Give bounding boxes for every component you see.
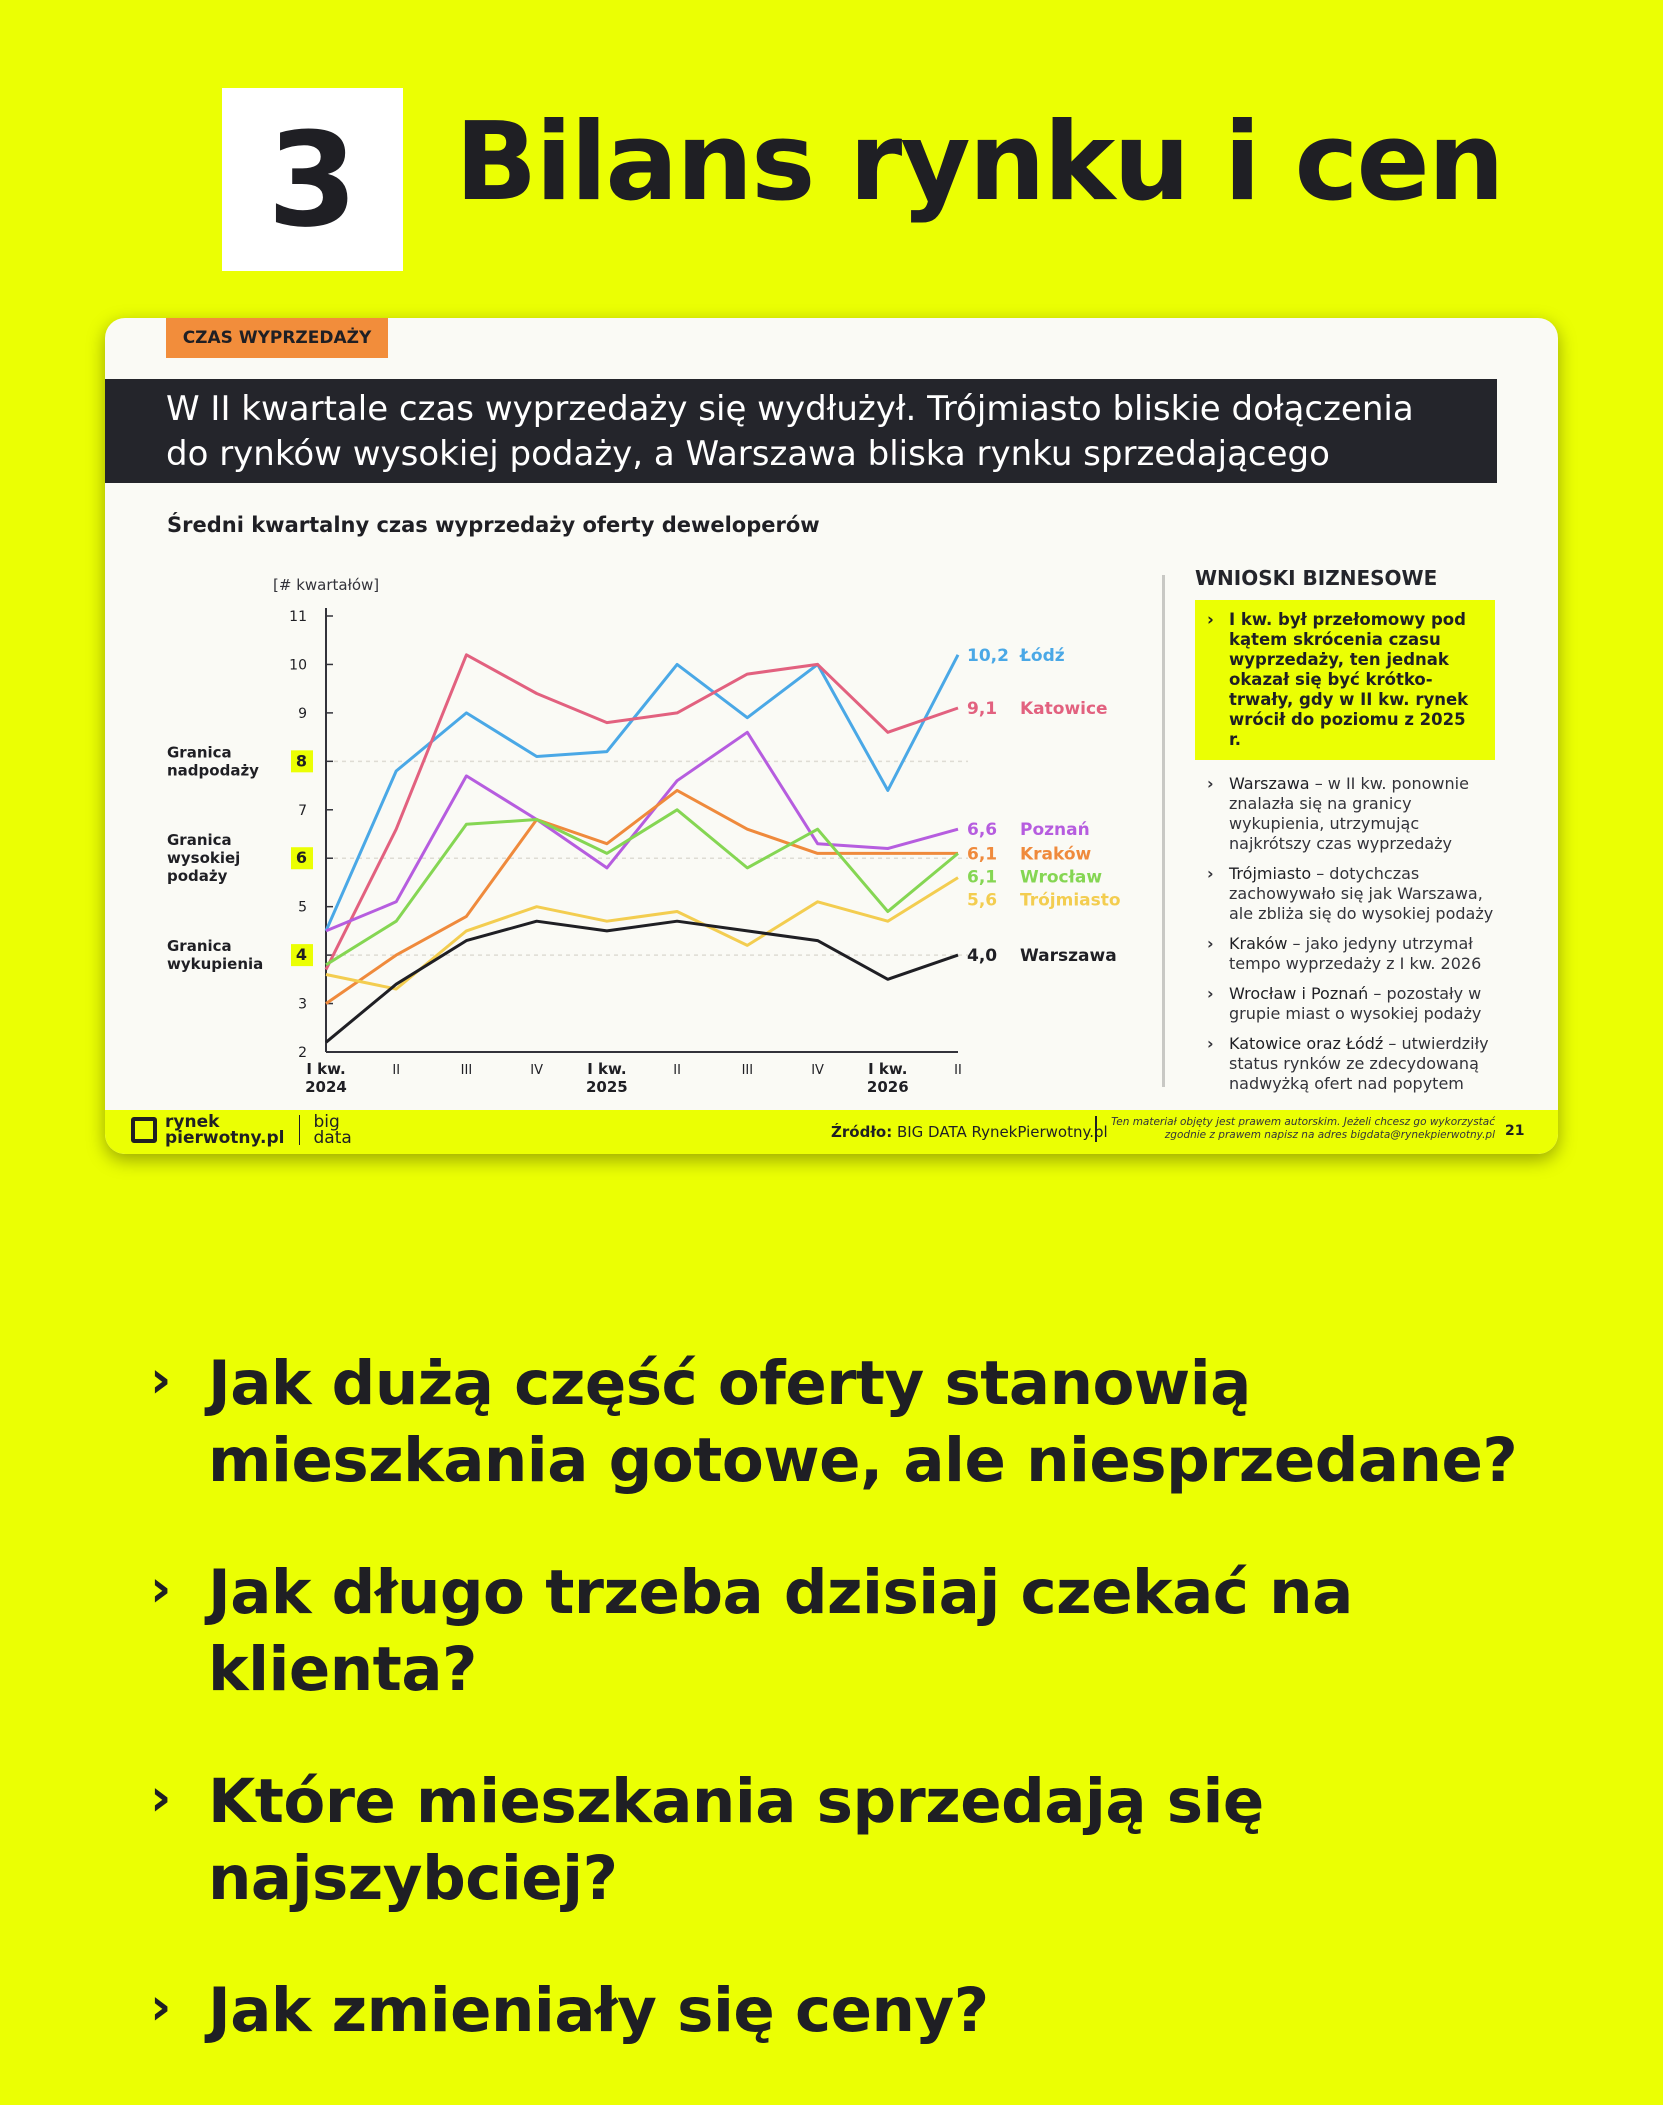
page-number: 21	[1505, 1123, 1525, 1139]
question-text: Jak dużą część oferty stanowią mieszkania gotowe, ale niesprzedane?	[208, 1348, 1518, 1496]
y-tick-label: 3	[298, 996, 307, 1013]
x-tick-label: I kw.	[587, 1060, 627, 1078]
headline-line-2: do rynków wysokiej podaży, a Warszawa bliska rynku sprzedającego	[166, 434, 1330, 474]
item-lead: Wrocław i Poznań	[1229, 984, 1369, 1003]
x-tick-label: 2025	[586, 1078, 628, 1096]
chevron-right-icon: ›	[1207, 934, 1214, 953]
x-tick-label: IV	[811, 1063, 824, 1078]
series-name: Wrocław	[1020, 867, 1103, 888]
series-line	[326, 655, 958, 970]
series-name: Poznań	[1020, 820, 1090, 841]
y-tick-label: 4	[295, 945, 307, 965]
logo-separator	[299, 1115, 300, 1145]
series-line	[326, 878, 958, 989]
highlight-text: I kw. był przełomowy pod kątem skrócenia czasu wyprzedaży, ten jednak okazał się być krótko-trwały, gdy w II kw. rynek wrócił do poziomu z 2025 r.	[1229, 610, 1469, 749]
x-tick-label: II	[392, 1063, 401, 1078]
list-item	[1195, 934, 1495, 974]
item-text: – utwierdziły status rynków ze zdecydowaną nadwyżką ofert nad popytem	[1229, 1034, 1489, 1093]
chevron-right-icon: ›	[1207, 1034, 1214, 1053]
list-item	[1195, 774, 1495, 854]
logo-line-2: pierwotny.pl	[165, 1128, 285, 1148]
source-note	[831, 1123, 1108, 1141]
threshold-label: Granica	[167, 743, 232, 762]
bigdata-line-2: data	[313, 1128, 352, 1148]
chevron-right-icon: ›	[150, 1350, 171, 1410]
x-tick-label: 2024	[305, 1078, 347, 1096]
threshold-label: wysokiej	[167, 849, 241, 868]
question-item	[150, 1763, 1550, 1917]
x-tick-label: I kw.	[868, 1060, 908, 1078]
series-end-value: 6,1	[967, 867, 998, 888]
item-text: – jako jedyny utrzymał tempo wyprzedaży z I kw. 2026	[1229, 934, 1482, 973]
list-item	[1195, 1034, 1495, 1094]
threshold-label: Granica	[167, 937, 232, 956]
question-item	[150, 1345, 1550, 1499]
series-end-value: 6,1	[967, 844, 998, 865]
questions-list	[150, 1345, 1550, 2104]
chevron-right-icon: ›	[1207, 610, 1214, 629]
chevron-right-icon: ›	[1207, 984, 1214, 1003]
rynekpierwotny-logo	[131, 1114, 352, 1146]
series-end-value: 9,1	[967, 699, 998, 720]
chevron-right-icon: ›	[1207, 864, 1214, 883]
series-line	[326, 921, 958, 1042]
source-text: BIG DATA RynekPierwotny.pl	[892, 1123, 1108, 1141]
item-lead: Katowice oraz Łódź	[1229, 1034, 1384, 1053]
question-text: Jak zmieniały się ceny?	[208, 1975, 989, 2046]
series-name: Katowice	[1020, 699, 1108, 720]
y-tick-label: 7	[298, 802, 307, 819]
question-text: Jak długo trzeba dzisiaj czekać na klienta?	[208, 1557, 1353, 1705]
series-end-value: 10,2	[967, 645, 1009, 666]
y-tick-label: 6	[295, 848, 307, 868]
series-end-value: 6,6	[967, 820, 998, 841]
series-end-value: 4,0	[967, 946, 998, 967]
y-tick-label: 8	[295, 751, 307, 771]
conclusions-panel	[1195, 566, 1495, 1104]
item-lead: Warszawa	[1229, 774, 1310, 793]
x-tick-label: II	[954, 1063, 962, 1078]
x-tick-label: IV	[530, 1063, 544, 1078]
x-tick-label: III	[741, 1063, 754, 1078]
logo-text	[165, 1114, 285, 1146]
bigdata-logo	[314, 1114, 352, 1146]
x-tick-label: II	[673, 1063, 681, 1078]
series-name: Łódź	[1020, 645, 1065, 666]
item-text: – w II kw. ponownie znalazła się na granicy wykupienia, utrzymując najkrótszy czas wyprzedaży	[1229, 774, 1469, 853]
conclusions-list	[1195, 774, 1495, 1094]
y-axis-label: [# kwartałów]	[273, 576, 380, 594]
list-item	[1195, 864, 1495, 924]
slide-card	[105, 318, 1558, 1154]
copyright-note	[1095, 1116, 1495, 1142]
y-tick-label: 11	[289, 609, 307, 625]
y-tick-label: 9	[298, 705, 307, 722]
logo-mark-icon	[131, 1117, 157, 1143]
conclusions-title: WNIOSKI BIZNESOWE	[1195, 566, 1438, 590]
page-title: Bilans rynku i cen	[455, 100, 1503, 225]
x-tick-label: 2026	[866, 1078, 909, 1096]
chevron-right-icon: ›	[150, 1768, 171, 1828]
headline-line-1: W II kwartale czas wyprzedaży się wydłużył. Trójmiasto bliskie dołączenia	[166, 389, 1414, 429]
section-tag: CZAS WYPRZEDAŻY	[166, 318, 388, 358]
line-chart	[105, 318, 1165, 1108]
question-item	[150, 1972, 1550, 2049]
slide-footer	[105, 1110, 1558, 1154]
chart-title: Średni kwartalny czas wyprzedaży oferty deweloperów	[167, 513, 820, 537]
series-name: Trójmiasto	[1020, 890, 1121, 911]
copyright-line-2: zgodnie z prawem napisz na adres bigdata@rynekpierwotny.pl	[1164, 1129, 1495, 1141]
threshold-label: wykupienia	[167, 955, 264, 974]
series-name: Warszawa	[1020, 946, 1117, 967]
chevron-right-icon: ›	[150, 1977, 171, 2037]
item-lead: Trójmiasto	[1229, 864, 1312, 883]
item-text: – pozostały w grupie miast o wysokiej podaży	[1229, 984, 1482, 1023]
logo-line-1: rynek	[165, 1112, 220, 1132]
chevron-right-icon: ›	[1207, 774, 1214, 793]
item-text: – dotychczas zachowywało się jak Warszawa, ale zbliża się do wysokiej podaży	[1229, 864, 1494, 923]
item-lead: Kraków	[1229, 934, 1288, 953]
y-tick-label: 2	[298, 1045, 307, 1061]
y-tick-label: 10	[289, 657, 307, 674]
y-tick-label: 5	[298, 899, 307, 916]
threshold-label: podaży	[167, 867, 228, 886]
chevron-right-icon: ›	[150, 1559, 171, 1619]
section-number: 3	[222, 88, 403, 271]
x-tick-label: I kw.	[306, 1060, 346, 1078]
bigdata-line-1: big	[313, 1112, 340, 1132]
threshold-label: Granica	[167, 831, 232, 850]
conclusions-highlight	[1195, 600, 1495, 760]
series-name: Kraków	[1020, 844, 1092, 865]
source-label: Źródło:	[831, 1123, 893, 1141]
divider	[1162, 575, 1165, 1087]
question-text: Które mieszkania sprzedają się najszybciej?	[208, 1766, 1264, 1914]
question-item	[150, 1554, 1550, 1708]
list-item	[1195, 984, 1495, 1024]
series-end-value: 5,6	[967, 890, 998, 911]
copyright-line-1: Ten materiał objęty jest prawem autorskim. Jeżeli chcesz go wykorzystać	[1111, 1116, 1495, 1128]
threshold-label: nadpodaży	[167, 761, 259, 780]
x-tick-label: III	[460, 1063, 473, 1078]
